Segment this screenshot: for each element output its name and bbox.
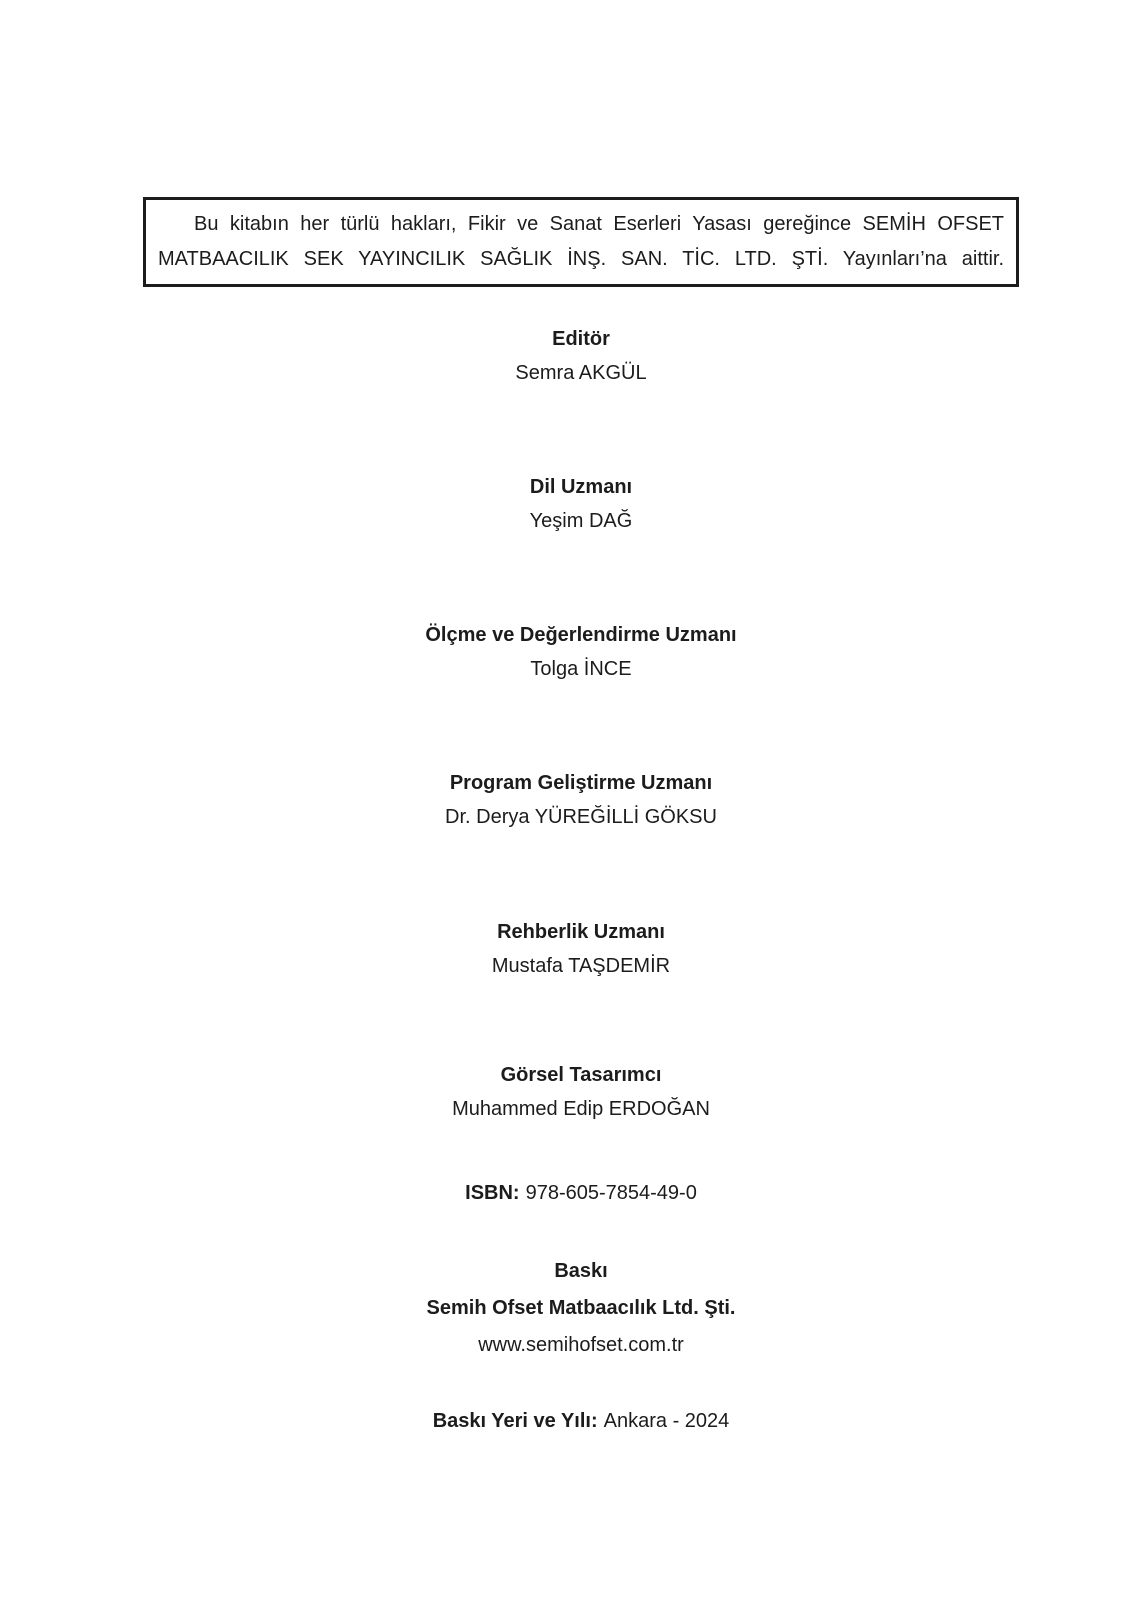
printing-company-name: Semih Ofset Matbaacılık Ltd. Şti. <box>426 1297 736 1319</box>
credit-person-name: Tolga İNCE <box>530 658 632 680</box>
credit-section-editor <box>143 322 1019 390</box>
credit-role-title: Program Geliştirme Uzmanı <box>449 772 713 794</box>
credit-person-name: Yeşim DAĞ <box>529 510 633 532</box>
isbn-line <box>143 1176 1019 1210</box>
credit-role-title: Dil Uzmanı <box>529 476 633 498</box>
credit-section-visual-designer <box>143 1058 1019 1126</box>
credit-person-name: Muhammed Edip ERDOĞAN <box>452 1098 710 1120</box>
credit-section-guidance-expert <box>143 915 1019 983</box>
credit-role-title: Editör <box>552 328 610 350</box>
print-place-year-label: Baskı Yeri ve Yılı: <box>432 1410 598 1432</box>
printing-website-url: www.semihofset.com.tr <box>478 1334 684 1356</box>
credit-role-title: Rehberlik Uzmanı <box>497 921 665 943</box>
credit-section-assessment-expert <box>143 618 1019 686</box>
printing-heading: Baskı <box>554 1260 608 1282</box>
credit-section-program-development-expert <box>143 766 1019 834</box>
isbn-value: 978-605-7854-49-0 <box>525 1182 697 1204</box>
credit-section-language-expert <box>143 470 1019 538</box>
isbn-label: ISBN: <box>465 1182 520 1204</box>
credit-person-name: Semra AKGÜL <box>515 362 647 384</box>
copyright-line-2: MATBAACILIK SEK YAYINCILIK SAĞLIK İNŞ. SAN. TİC. LTD. ŞTİ. Yayınları’na aittir. <box>158 248 1004 270</box>
credit-person-name: Dr. Derya YÜREĞİLLİ GÖKSU <box>445 806 717 828</box>
copyright-notice-box <box>143 197 1019 287</box>
print-place-year-value: Ankara - 2024 <box>603 1410 730 1432</box>
credit-person-name: Mustafa TAŞDEMİR <box>491 955 671 977</box>
printing-section <box>143 1253 1019 1364</box>
credit-role-title: Görsel Tasarımcı <box>500 1064 662 1086</box>
copyright-line-1: Bu kitabın her türlü hakları, Fikir ve Sanat Eserleri Yasası gereğince SEMİH OFSET <box>194 213 1004 235</box>
print-place-year-line <box>143 1404 1019 1438</box>
credit-role-title: Ölçme ve Değerlendirme Uzmanı <box>425 624 737 646</box>
